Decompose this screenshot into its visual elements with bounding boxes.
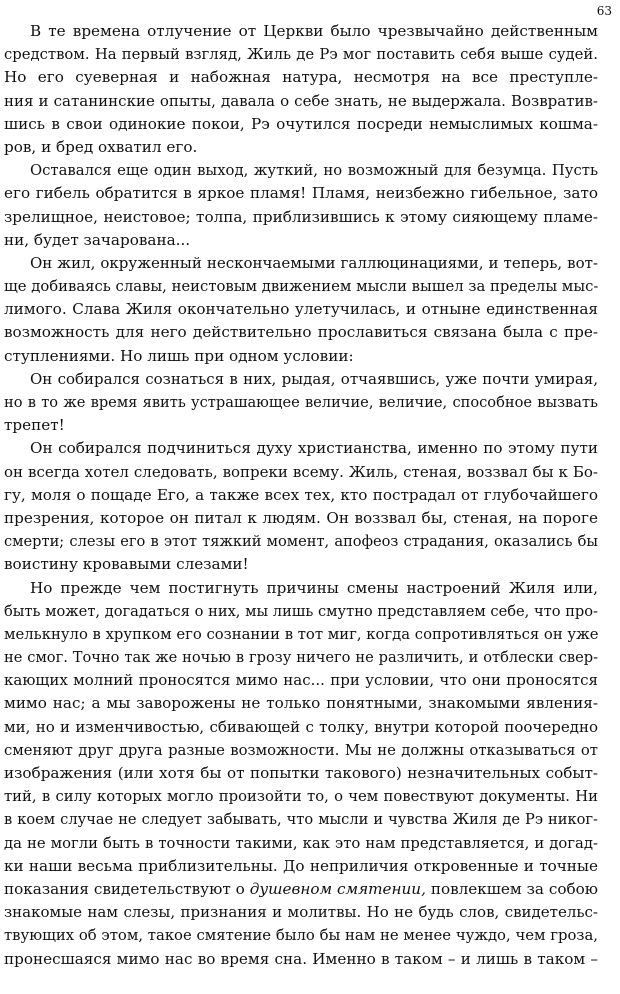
text-line: мелькнуло в хрупком его сознании в тот миг, когда сопротивляться он уже bbox=[4, 625, 598, 643]
text-line: ров, и бред охватил его. bbox=[4, 137, 198, 156]
text-line: презрения, которое он питал к людям. Он воззвал бы, стеная, на пороге bbox=[4, 508, 598, 527]
text-line: смерти; слезы его в этот тяжкий момент, апофеоз страдания, оказались бы bbox=[4, 533, 598, 551]
text-line: Но его суеверная и набожная натура, несмотря на все преступле- bbox=[4, 68, 598, 87]
page-text-body bbox=[4, 20, 598, 971]
text-line: тий, в силу которых могло произойти то, о чем повествуют документы. Ни bbox=[4, 788, 598, 806]
text-line: Он собирался подчиниться духу христианства, именно по этому пути bbox=[30, 439, 598, 458]
italic-phrase: душевном смятении, bbox=[249, 879, 426, 898]
text-line: ми, но и изменчивостью, сбивающей с толку, внутри которой поочередно bbox=[4, 717, 598, 736]
text-line: ния и сатанинские опыты, давала о себе знать, не выдержала. Возвратив- bbox=[4, 91, 598, 110]
text-line: ни, будет зачарована... bbox=[4, 230, 191, 249]
text-line: ки наши весьма приблизительны. До неприличия откровенные и точные bbox=[4, 856, 598, 875]
text-line: сменяют друг друга разные возможности. Мы не должны отказываться от bbox=[4, 741, 598, 759]
text-line: Он жил, окруженный нескончаемыми галлюцинациями, и теперь, вот- bbox=[30, 253, 598, 272]
text-line: зрелищное, неистовое; толпа, приблизившись к этому сияющему пламе- bbox=[4, 207, 598, 226]
text-line: трепет! bbox=[4, 416, 65, 435]
text-line: возможность для него действительно прославиться связана была с пре- bbox=[4, 323, 598, 342]
text-line: мимо нас; а мы заворожены не только понятными, знакомыми явления- bbox=[4, 694, 598, 713]
text-line: но в то же время явить устрашающее величие, величие, способное вызвать bbox=[4, 394, 598, 411]
text-line: лимого. Слава Жиля окончательно улетучилась, и отныне единственная bbox=[4, 300, 598, 319]
text-line: пронесшаяся мимо нас во время сна. Именно в таком – и лишь в таком – bbox=[4, 949, 598, 968]
text-line: кающих молний проносятся мимо нас... при условии, что они проносятся bbox=[4, 671, 598, 690]
text-line: его гибель обратится в яркое пламя! Пламя, неизбежно гибельное, зато bbox=[4, 184, 598, 203]
text-line: Он собирался сознаться в них, рыдая, отчаявшись, уже почти умирая, bbox=[30, 369, 598, 388]
text-line: в коем случае не следует забывать, что мысли и чувства Жиля де Рэ никог- bbox=[4, 811, 598, 829]
text-line: ще добиваясь славы, неистовым движением мысли вышел за пределы мыс- bbox=[4, 278, 598, 296]
text-line: да не могли быть в точности такими, как это нам представляется, и догад- bbox=[4, 834, 598, 852]
text-line: шись в свои одинокие покои, Рэ очутился посреди немыслимых кошма- bbox=[4, 114, 598, 133]
text-line: гу, моля о пощаде Его, а также всех тех, кто пострадал от глубочайшего bbox=[4, 485, 598, 504]
text-line: быть может, догадаться о них, мы лишь смутно представляем себе, что про- bbox=[4, 602, 598, 620]
text-segment: показания свидетельствуют о bbox=[4, 879, 250, 898]
text-line: твующих об этом, такое смятение было бы нам не менее чуждо, чем гроза, bbox=[4, 927, 598, 945]
page-number: 63 bbox=[596, 4, 612, 18]
text-line: знакомые нам слезы, признания и молитвы. Но не будь слов, свидетельс- bbox=[4, 903, 598, 922]
text-line: воистину кровавыми слезами! bbox=[4, 555, 249, 574]
text-line: средством. На первый взгляд, Жиль де Рэ мог поставить себя выше судей. bbox=[4, 46, 598, 64]
text-line bbox=[4, 878, 598, 901]
text-line: не смог. Точно так же ночью в грозу ничего не различить, и отблески свер- bbox=[4, 649, 598, 667]
text-line: он всегда хотел следовать, вопреки всему. Жиль, стеная, воззвал бы к Бо- bbox=[4, 462, 598, 481]
text-line: изображения (или хотя бы от попытки такового) незначительных событ- bbox=[4, 764, 598, 782]
text-line: Оставался еще один выход, жуткий, но возможный для безумца. Пусть bbox=[30, 162, 598, 180]
text-line: ступлениями. Но лишь при одном условии: bbox=[4, 346, 354, 365]
text-segment: повлекшем за собою bbox=[425, 879, 598, 898]
text-line: Но прежде чем постигнуть причины смены настроений Жиля или, bbox=[30, 578, 598, 597]
text-line: В те времена отлучение от Церкви было чрезвычайно действенным bbox=[30, 22, 598, 40]
